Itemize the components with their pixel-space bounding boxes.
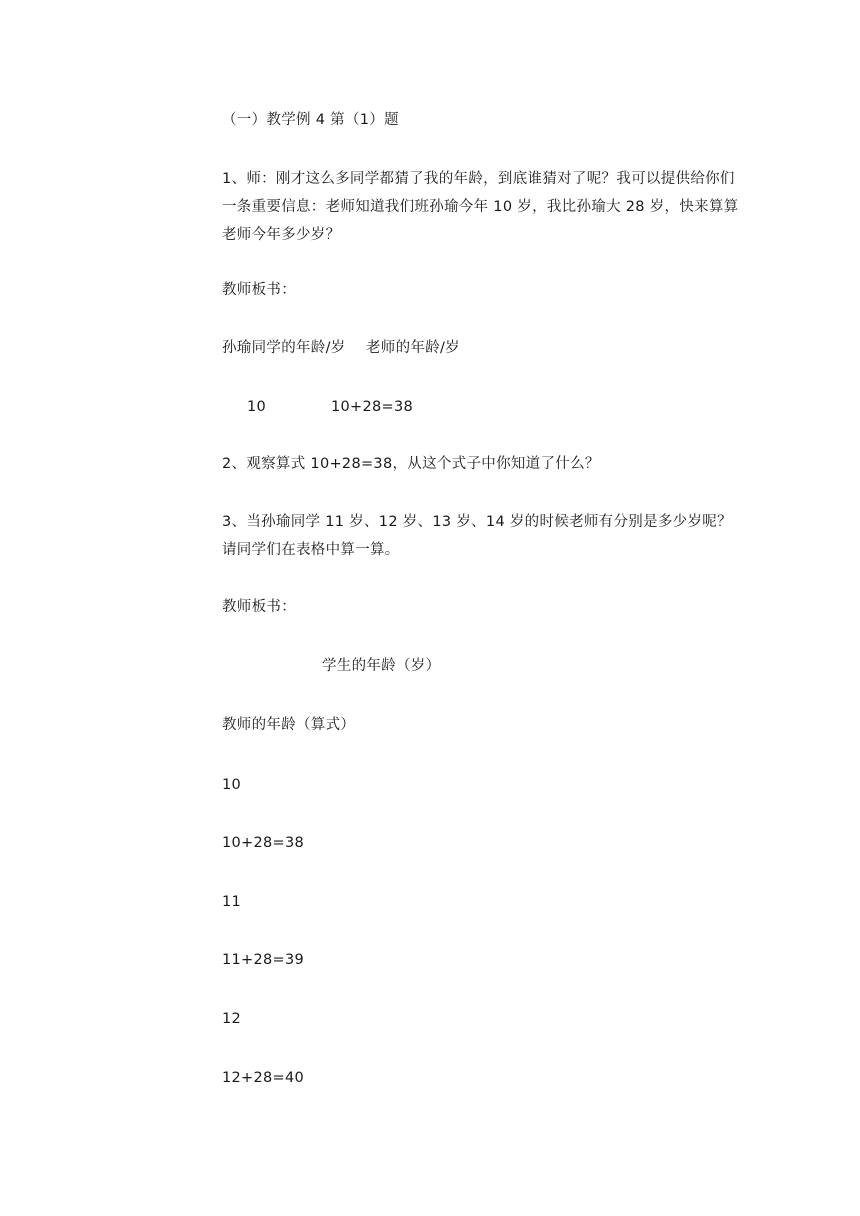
board-label-2: 教师板书：: [222, 599, 296, 615]
section-title: （一）教学例 4 第（1）题: [222, 112, 399, 128]
table-row-teacher-age: 12+28=40: [222, 1070, 305, 1086]
paragraph-2: 2、观察算式 10+28=38，从这个式子中你知道了什么？: [222, 456, 600, 472]
board1-value-teacher-age: 10+28=38: [331, 399, 414, 415]
table-row-student-age: 10: [222, 777, 242, 793]
board-label-1: 教师板书：: [222, 282, 296, 298]
table-row-student-age: 12: [222, 1011, 242, 1027]
table-row-teacher-age: 10+28=38: [222, 835, 305, 851]
board1-header-student-age: 孙瑜同学的年龄/岁: [222, 340, 346, 356]
table-row-teacher-age: 11+28=39: [222, 952, 305, 968]
board1-header-teacher-age: 老师的年龄/岁: [366, 340, 460, 356]
table-header-student-age: 学生的年龄（岁）: [322, 658, 441, 674]
paragraph-3: 3、当孙瑜同学 11 岁、12 岁、13 岁、14 岁的时候老师有分别是多少岁呢？请同学们在表格中算一算。: [222, 514, 732, 558]
table-header-teacher-age: 教师的年龄（算式）: [222, 717, 356, 733]
paragraph-1: 1、师：刚才这么多同学都猜了我的年龄，到底谁猜对了呢？我可以提供给你们一条重要信息：老师知道我们班孙瑜今年 10 岁，我比孙瑜大 28 岁，快来算算老师今年多少岁？: [222, 171, 739, 243]
table-row-student-age: 11: [222, 894, 242, 910]
board1-value-student-age: 10: [247, 399, 267, 415]
